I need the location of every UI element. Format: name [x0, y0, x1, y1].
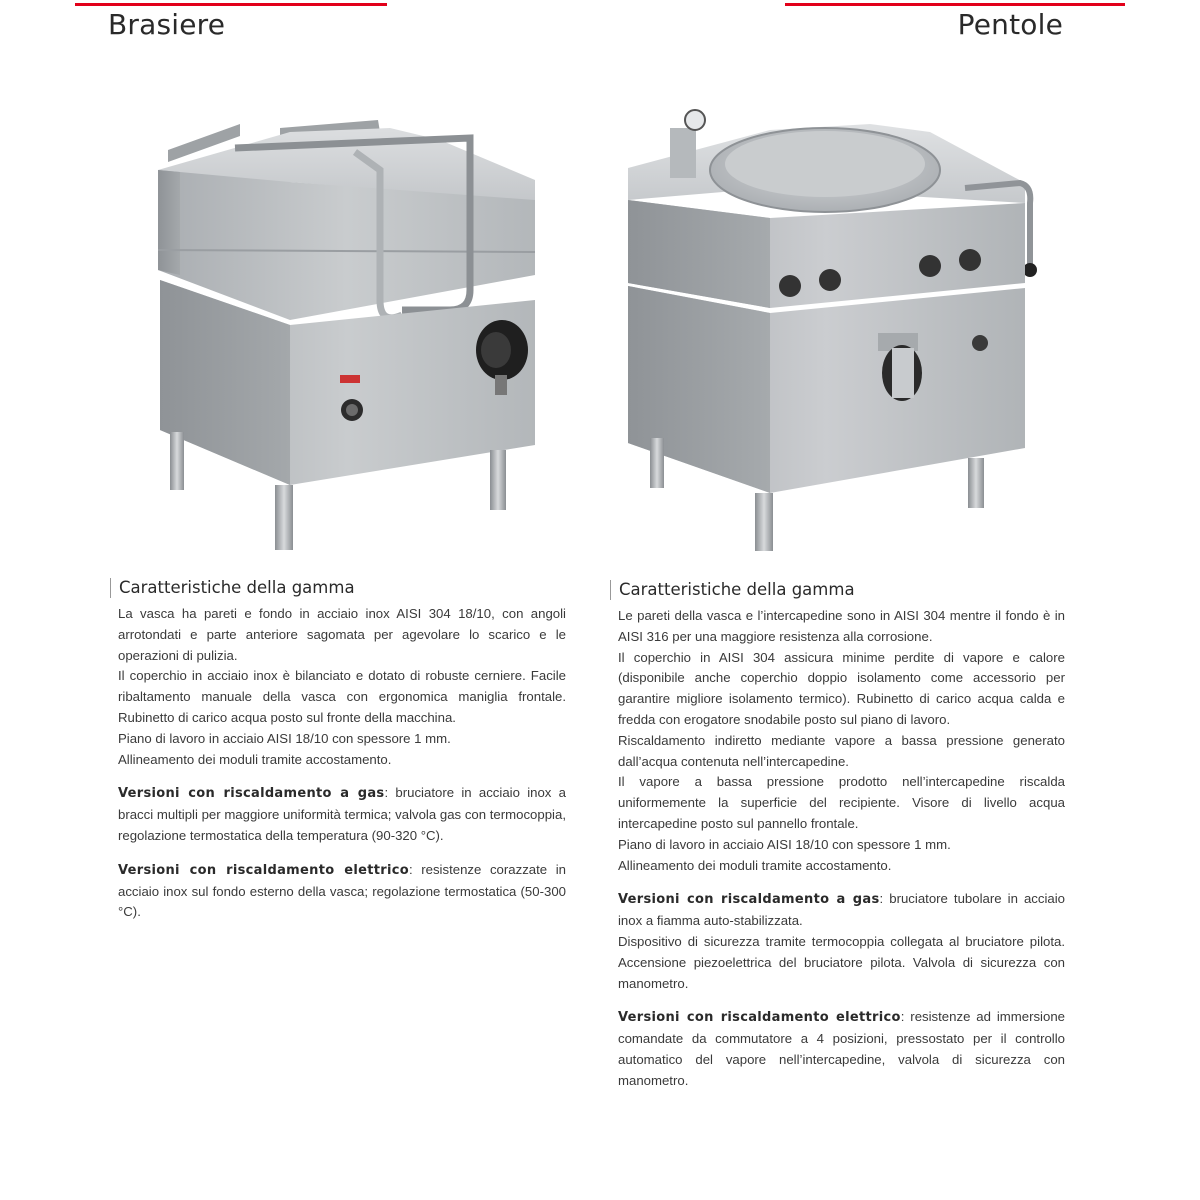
right-heading: Pentole [957, 8, 1063, 41]
pentola-illustration [620, 108, 1040, 558]
left-heading: Brasiere [108, 8, 226, 41]
right-paragraph: Allineamento dei moduli tramite accostamento. [618, 857, 892, 873]
left-electric-paragraph [118, 860, 566, 923]
brasiere-illustration [140, 110, 560, 560]
left-header-rule [75, 3, 387, 6]
right-electric-text: : resistenze ad immersione comandate da commutatore a 4 posizioni, pressostato per il controllo automatico del vapore nell’intercapedine, valvola di sicurezza con manometro. [618, 1009, 1065, 1088]
right-header-rule [785, 3, 1125, 6]
left-gas-text: : bruciatore in acciaio inox a bracci multipli per maggiore uniformità termica; valvola gas con termocoppia, regolazione termostatica della temperatura (90-320 °C). [118, 785, 567, 843]
right-paragraph: Il vapore a bassa pressione prodotto nell’intercapedine riscalda uniformemente la superficie del recipiente. Visore di livello acqua intercapedine posto sul pannello frontale. [618, 774, 1065, 831]
right-gas-label: Versioni con riscaldamento a gas [618, 892, 880, 908]
left-electric-label: Versioni con riscaldamento elettrico [118, 862, 409, 878]
right-electric-label: Versioni con riscaldamento elettrico [618, 1010, 901, 1026]
right-electric-paragraph [618, 1007, 1065, 1091]
right-paragraph: Le pareti della vasca e l’intercapedine sono in AISI 304 mentre il fondo è in AISI 316 per una maggiore resistenza alla corrosione. [618, 608, 1065, 644]
left-body [118, 604, 566, 923]
left-section-title: Caratteristiche della gamma [110, 578, 355, 598]
left-gas-paragraph [118, 783, 566, 846]
left-paragraph: Allineamento dei moduli tramite accostamento. [118, 751, 392, 767]
right-paragraph: Riscaldamento indiretto mediante vapore a bassa pressione generato dall’acqua contenuta nell’intercapedine. [618, 732, 1065, 769]
right-paragraph: Piano di lavoro in acciaio AISI 18/10 con spessore 1 mm. [618, 836, 951, 852]
right-gas-paragraph [618, 889, 1065, 932]
left-paragraph: La vasca ha pareti e fondo in acciaio inox AISI 304 18/10, con angoli arrotondati e parte anteriore sagomata per agevolare lo scarico e le operazioni di pulizia. [118, 606, 566, 663]
right-section-title: Caratteristiche della gamma [610, 580, 855, 600]
right-paragraph: Il coperchio in AISI 304 assicura minime perdite di vapore e calore (disponibile anche coperchio doppio isolamento come accessorio per garantire migliore isolamento termico). Rubinetto di carico acqua calda e fredda con erogatore snodabile posto sul piano di lavoro. [618, 649, 1065, 727]
left-electric-text: : resistenze corazzate in acciaio inox sul fondo esterno della vasca; regolazione termostatica (50-300 °C). [118, 861, 567, 920]
right-gas-text: : bruciatore tubolare in acciaio inox a fiamma auto-stabilizzata. [618, 891, 1066, 929]
right-body [618, 606, 1065, 1092]
left-gas-label: Versioni con riscaldamento a gas [118, 786, 385, 802]
left-paragraph: Il coperchio in acciaio inox è bilanciato e dotato di robuste cerniere. Facile ribaltamento manuale della vasca con ergonomica maniglia frontale. Rubinetto di carico acqua posto sul fronte della macchina. [118, 668, 566, 725]
right-gas-extra: Dispositivo di sicurezza tramite termocoppia collegata al bruciatore pilota. Accensione piezoelettrica del bruciatore pilota. Valvola di sicurezza con manometro. [618, 933, 1065, 991]
left-paragraph: Piano di lavoro in acciaio AISI 18/10 con spessore 1 mm. [118, 730, 451, 746]
